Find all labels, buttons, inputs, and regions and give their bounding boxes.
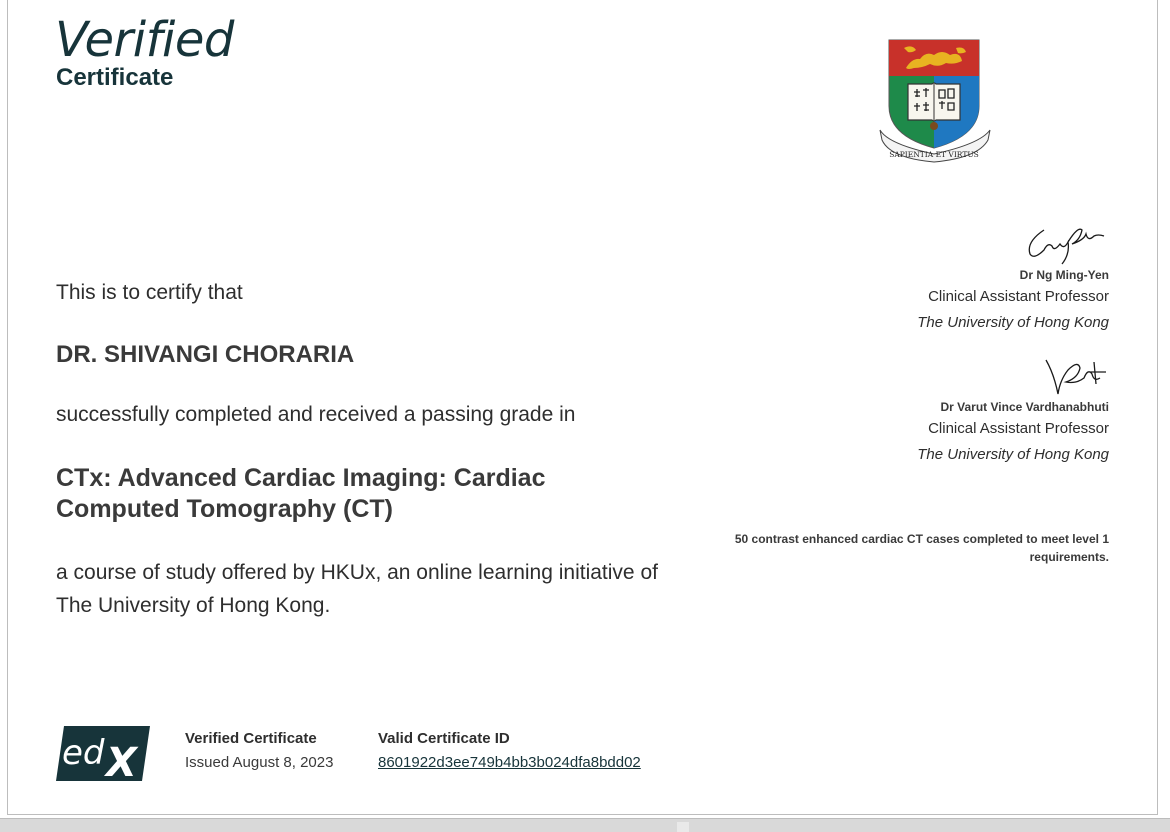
signatory-1-title: Clinical Assistant Professor <box>928 288 1109 305</box>
certificate-id-link[interactable]: 8601922d3ee749b4bb3b024dfa8bdd02 <box>378 754 641 771</box>
certificate-id-block <box>378 730 641 771</box>
svg-text:X: X <box>106 740 137 781</box>
signatory-1-name: Dr Ng Ming-Yen <box>1019 268 1109 282</box>
certificate-type-label: Verified Certificate <box>185 730 317 747</box>
signatory-2-title: Clinical Assistant Professor <box>928 420 1109 437</box>
certificate-title: Verified <box>55 12 234 68</box>
certificate-id-label: Valid Certificate ID <box>378 730 510 747</box>
bottom-edge <box>0 818 1170 832</box>
offered-line: a course of study offered by HKUx, an online learning initiative of The University of Hong Kong. <box>56 561 658 617</box>
signature-1 <box>1022 220 1108 266</box>
certificate-type-block <box>185 730 333 771</box>
certificate-subtitle: Certificate <box>56 64 174 91</box>
completion-note: 50 contrast enhanced cardiac CT cases completed to meet level 1 requirements. <box>734 532 1109 564</box>
university-crest-logo <box>878 36 992 164</box>
issued-date: Issued August 8, 2023 <box>185 754 334 771</box>
signatory-1 <box>917 268 1109 331</box>
signatory-1-institution: The University of Hong Kong <box>917 314 1109 331</box>
crest-motto: SAPIENTIA ET VIRTUS <box>889 150 979 159</box>
course-title: CTx: Advanced Cardiac Imaging: Cardiac Computed Tomography (CT) <box>56 464 546 523</box>
signatory-2 <box>917 400 1109 463</box>
signature-2 <box>1040 354 1110 396</box>
signatory-2-institution: The University of Hong Kong <box>917 446 1109 463</box>
edx-logo[interactable] <box>56 726 150 781</box>
signatory-2-name: Dr Varut Vince Vardhanabhuti <box>940 400 1109 414</box>
completion-line: successfully completed and received a passing grade in <box>56 403 576 426</box>
svg-text:ed: ed <box>62 733 105 773</box>
recipient-name: DR. SHIVANGI CHORARIA <box>56 341 355 368</box>
certify-line: This is to certify that <box>56 281 243 304</box>
